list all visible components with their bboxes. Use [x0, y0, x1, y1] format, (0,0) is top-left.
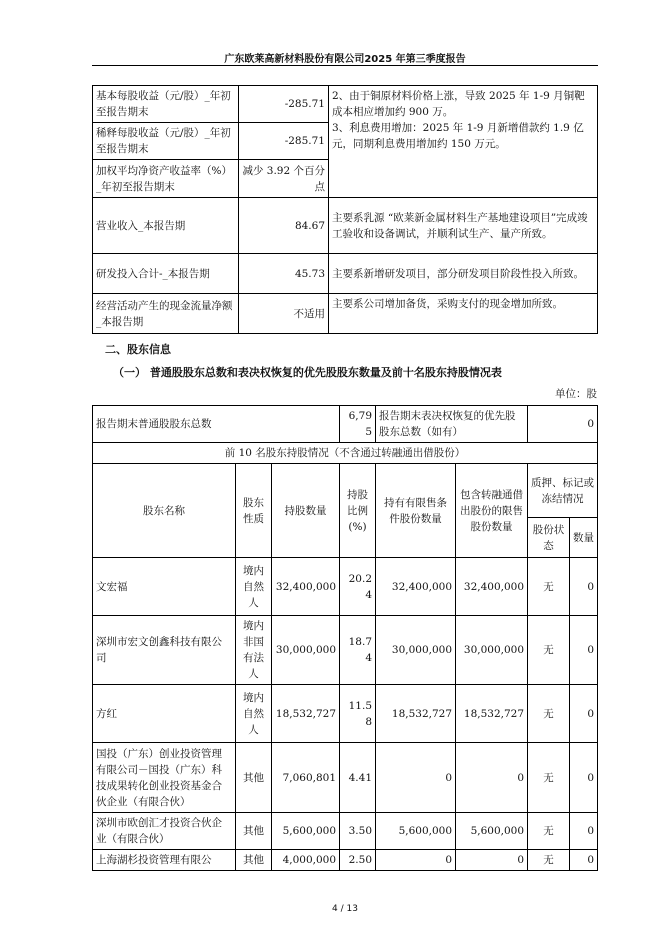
change-reason-table — [92, 85, 598, 334]
table-row — [93, 558, 598, 616]
reason-cell: 主要系新增研发项目，部分研发项目阶段性投入所致。 — [329, 254, 598, 294]
item-cell: 稀释每股收益（元/股）_年初至报告期末 — [93, 123, 239, 160]
holder-name: 上海湖杉投资管理有限公 — [93, 850, 236, 871]
header-ratio: 持股比例(%) — [340, 464, 376, 558]
header-pledge-status: 股份状态 — [528, 518, 570, 558]
holder-lent: 32,400,000 — [456, 558, 528, 616]
holder-ratio: 2.50 — [340, 850, 376, 871]
top10-title: 前 10 名股东持股情况（不含通过转融通出借股份） — [93, 443, 598, 464]
total-label: 报告期末普通股股东总数 — [93, 406, 340, 443]
pledge-status: 无 — [528, 685, 570, 743]
item-cell: 基本每股收益（元/股）_年初至报告期末 — [93, 86, 239, 123]
header-name: 股东名称 — [93, 464, 236, 558]
holder-ratio: 4.41 — [340, 743, 376, 813]
holder-lent: 30,000,000 — [456, 616, 528, 685]
holder-restricted: 30,000,000 — [376, 616, 456, 685]
table-row — [93, 743, 598, 813]
pledge-status: 无 — [528, 616, 570, 685]
pledge-status: 无 — [528, 743, 570, 813]
item-cell: 经营活动产生的现金流量净额_本报告期 — [93, 294, 239, 334]
holder-nature: 境内自然人 — [236, 558, 272, 616]
holder-name: 方红 — [93, 685, 236, 743]
pledge-status: 无 — [528, 813, 570, 850]
pledge-qty: 0 — [570, 558, 598, 616]
pledge-status: 无 — [528, 558, 570, 616]
header-lent: 包含转融通借出股份的限售股份数量 — [456, 464, 528, 558]
total-value: 6,795 — [340, 406, 376, 443]
holder-lent: 0 — [456, 850, 528, 871]
pref-value: 0 — [528, 406, 598, 443]
header-pledge-qty: 数量 — [570, 518, 598, 558]
header-pledge: 质押、标记或冻结情况 — [528, 464, 598, 518]
table-row — [93, 86, 598, 123]
value-cell: 45.73 — [239, 254, 329, 294]
item-cell: 营业收入_本报告期 — [93, 198, 239, 254]
table-row — [93, 294, 598, 334]
holder-restricted: 18,532,727 — [376, 685, 456, 743]
holder-shares: 18,532,727 — [272, 685, 340, 743]
holder-shares: 30,000,000 — [272, 616, 340, 685]
holder-restricted: 32,400,000 — [376, 558, 456, 616]
reason-cell — [329, 86, 598, 198]
holder-name: 国投（广东）创业投资管理有限公司－国投（广东）科技成果转化创业投资基金合伙企业（有限合伙） — [93, 743, 236, 813]
pledge-qty: 0 — [570, 616, 598, 685]
section-title: 二、股东信息 — [105, 343, 171, 356]
table-header-row — [93, 464, 598, 518]
holder-name: 文宏福 — [93, 558, 236, 616]
holder-restricted: 0 — [376, 743, 456, 813]
shareholder-table — [92, 405, 598, 871]
holder-name: 深圳市宏文创鑫科技有限公司 — [93, 616, 236, 685]
item-cell: 研发投入合计-_本报告期 — [93, 254, 239, 294]
holder-nature: 境内自然人 — [236, 685, 272, 743]
reason-line: 2、由于铜原材料价格上涨，导致 2025 年 1-9 月铜靶成本相应增加约 900 万。 — [332, 90, 585, 118]
holder-nature: 其他 — [236, 850, 272, 871]
unit-label: 单位：股 — [555, 388, 597, 400]
value-cell: -285.71 — [239, 86, 329, 123]
holder-shares: 32,400,000 — [272, 558, 340, 616]
table-row — [93, 616, 598, 685]
table-row — [93, 443, 598, 464]
table-row — [93, 198, 598, 254]
holder-nature: 其他 — [236, 743, 272, 813]
pref-label: 报告期末表决权恢复的优先股股东总数（如有） — [376, 406, 528, 443]
holder-ratio: 18.74 — [340, 616, 376, 685]
reason-cell: 主要系公司增加备货，采购支付的现金增加所致。 — [329, 294, 598, 334]
section-subtitle: （一） 普通股股东总数和表决权恢复的优先股股东数量及前十名股东持股情况表 — [113, 366, 502, 379]
holder-nature: 其他 — [236, 813, 272, 850]
pledge-qty: 0 — [570, 743, 598, 813]
holder-restricted: 0 — [376, 850, 456, 871]
table-row — [93, 850, 598, 871]
value-cell: 84.67 — [239, 198, 329, 254]
holder-shares: 7,060,801 — [272, 743, 340, 813]
value-cell: -285.71 — [239, 123, 329, 160]
holder-ratio: 3.50 — [340, 813, 376, 850]
holder-ratio: 11.58 — [340, 685, 376, 743]
value-cell: 减少 3.92 个百分点 — [239, 160, 329, 198]
item-cell: 加权平均净资产收益率（%）_年初至报告期末 — [93, 160, 239, 198]
holder-lent: 0 — [456, 743, 528, 813]
holder-ratio: 20.24 — [340, 558, 376, 616]
reason-cell: 主要系乳源 “欧莱新金属材料生产基地建设项目”完成竣工验收和设备调试，并顺利试生产、量产所致。 — [329, 198, 598, 254]
pledge-status: 无 — [528, 850, 570, 871]
table-row — [93, 685, 598, 743]
pledge-qty: 0 — [570, 685, 598, 743]
page-header: 广东欧莱高新材料股份有限公司2025 年第三季度报告 — [224, 54, 466, 65]
holder-restricted: 5,600,000 — [376, 813, 456, 850]
holder-nature: 境内非国有法人 — [236, 616, 272, 685]
table-row — [93, 813, 598, 850]
holder-name: 深圳市欧创汇才投资合伙企业（有限合伙） — [93, 813, 236, 850]
page-number: 4 / 13 — [332, 904, 358, 914]
holder-shares: 4,000,000 — [272, 850, 340, 871]
header-rule — [92, 65, 598, 66]
table-row — [93, 254, 598, 294]
header-restricted: 持有有限售条件股份数量 — [376, 464, 456, 558]
holder-lent: 18,532,727 — [456, 685, 528, 743]
pledge-qty: 0 — [570, 850, 598, 871]
header-shares: 持股数量 — [272, 464, 340, 558]
holder-lent: 5,600,000 — [456, 813, 528, 850]
holder-shares: 5,600,000 — [272, 813, 340, 850]
table-row — [93, 406, 598, 443]
reason-line: 3、利息费用增加：2025 年 1-9 月新增借款约 1.9 亿元，同期利息费用增加约 150 万元。 — [332, 122, 584, 150]
value-cell: 不适用 — [239, 294, 329, 334]
header-nature: 股东性质 — [236, 464, 272, 558]
pledge-qty: 0 — [570, 813, 598, 850]
